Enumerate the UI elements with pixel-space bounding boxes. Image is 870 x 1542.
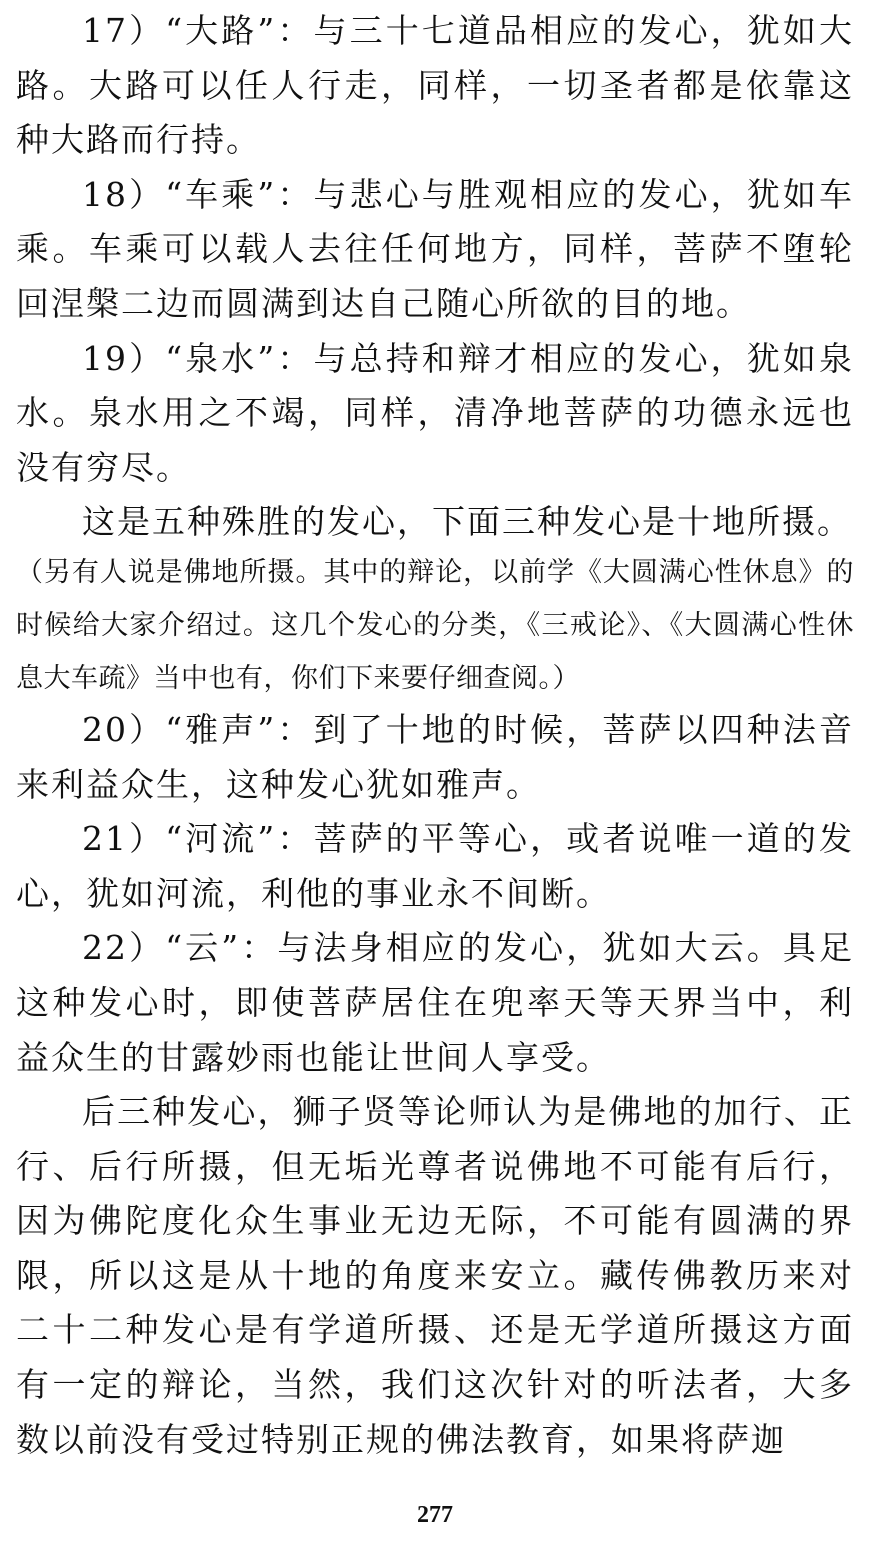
paragraph-21-river: 21）“河流”：菩萨的平等心，或者说唯一道的发心，犹如河流，利他的事业永不间断。 [16,819,854,913]
paragraph-17-road: 17）“大路”：与三十七道品相应的发心，犹如大路。大路可以任人行走，同样，一切圣者都是依靠这种大路而行持。 [16,11,854,160]
paragraph-20-melodious-voice: 20）“雅声”：到了十地的时候，菩萨以四种法音来利益众生，这种发心犹如雅声。 [16,709,854,804]
page-number: 277 [417,1502,453,1528]
body-text [16,4,854,1467]
paragraph-five-bodhicittas: 这是五种殊胜的发心，下面三种发心是十地所摄。 [82,502,852,542]
paragraph-18-vehicle: 18）“车乘”：与悲心与胜观相应的发心，犹如车乘。车乘可以载人去往任何地方，同样，菩萨不堕轮回涅槃二边而圆满到达自己随心所欲的目的地。 [16,174,854,323]
paragraph-note: （另有人说是佛地所摄。其中的辩论，以前学《大圆满心性休息》的时候给大家介绍过。这几个发心的分类，《三戒论》、《大圆满心性休息大车疏》当中也有，你们下来要仔细查阅。） [16,556,854,694]
paragraph-22-cloud: 22）“云”：与法身相应的发心，犹如大云。具足这种发心时，即使菩萨居住在兜率天等天界当中，利益众生的甘露妙雨也能让世间人享受。 [16,928,854,1077]
paragraph-19-spring: 19）“泉水”：与总持和辩才相应的发心，犹如泉水。泉水用之不竭，同样，清净地菩萨的功德永远也没有穷尽。 [16,338,854,487]
paragraph-last-three: 后三种发心，狮子贤等论师认为是佛地的加行、正行、后行所摄，但无垢光尊者说佛地不可能有后行，因为佛陀度化众生事业无边无际，不可能有圆满的界限，所以这是从十地的角度来安立。藏传佛教历来对二十二种发心是有学道所摄、还是无学道所摄这方面有一定的辩论，当然，我们这次针对的听法者，大多数以前没有受过特别正规的佛法教育，如果将萨迦 [16,1092,854,1459]
